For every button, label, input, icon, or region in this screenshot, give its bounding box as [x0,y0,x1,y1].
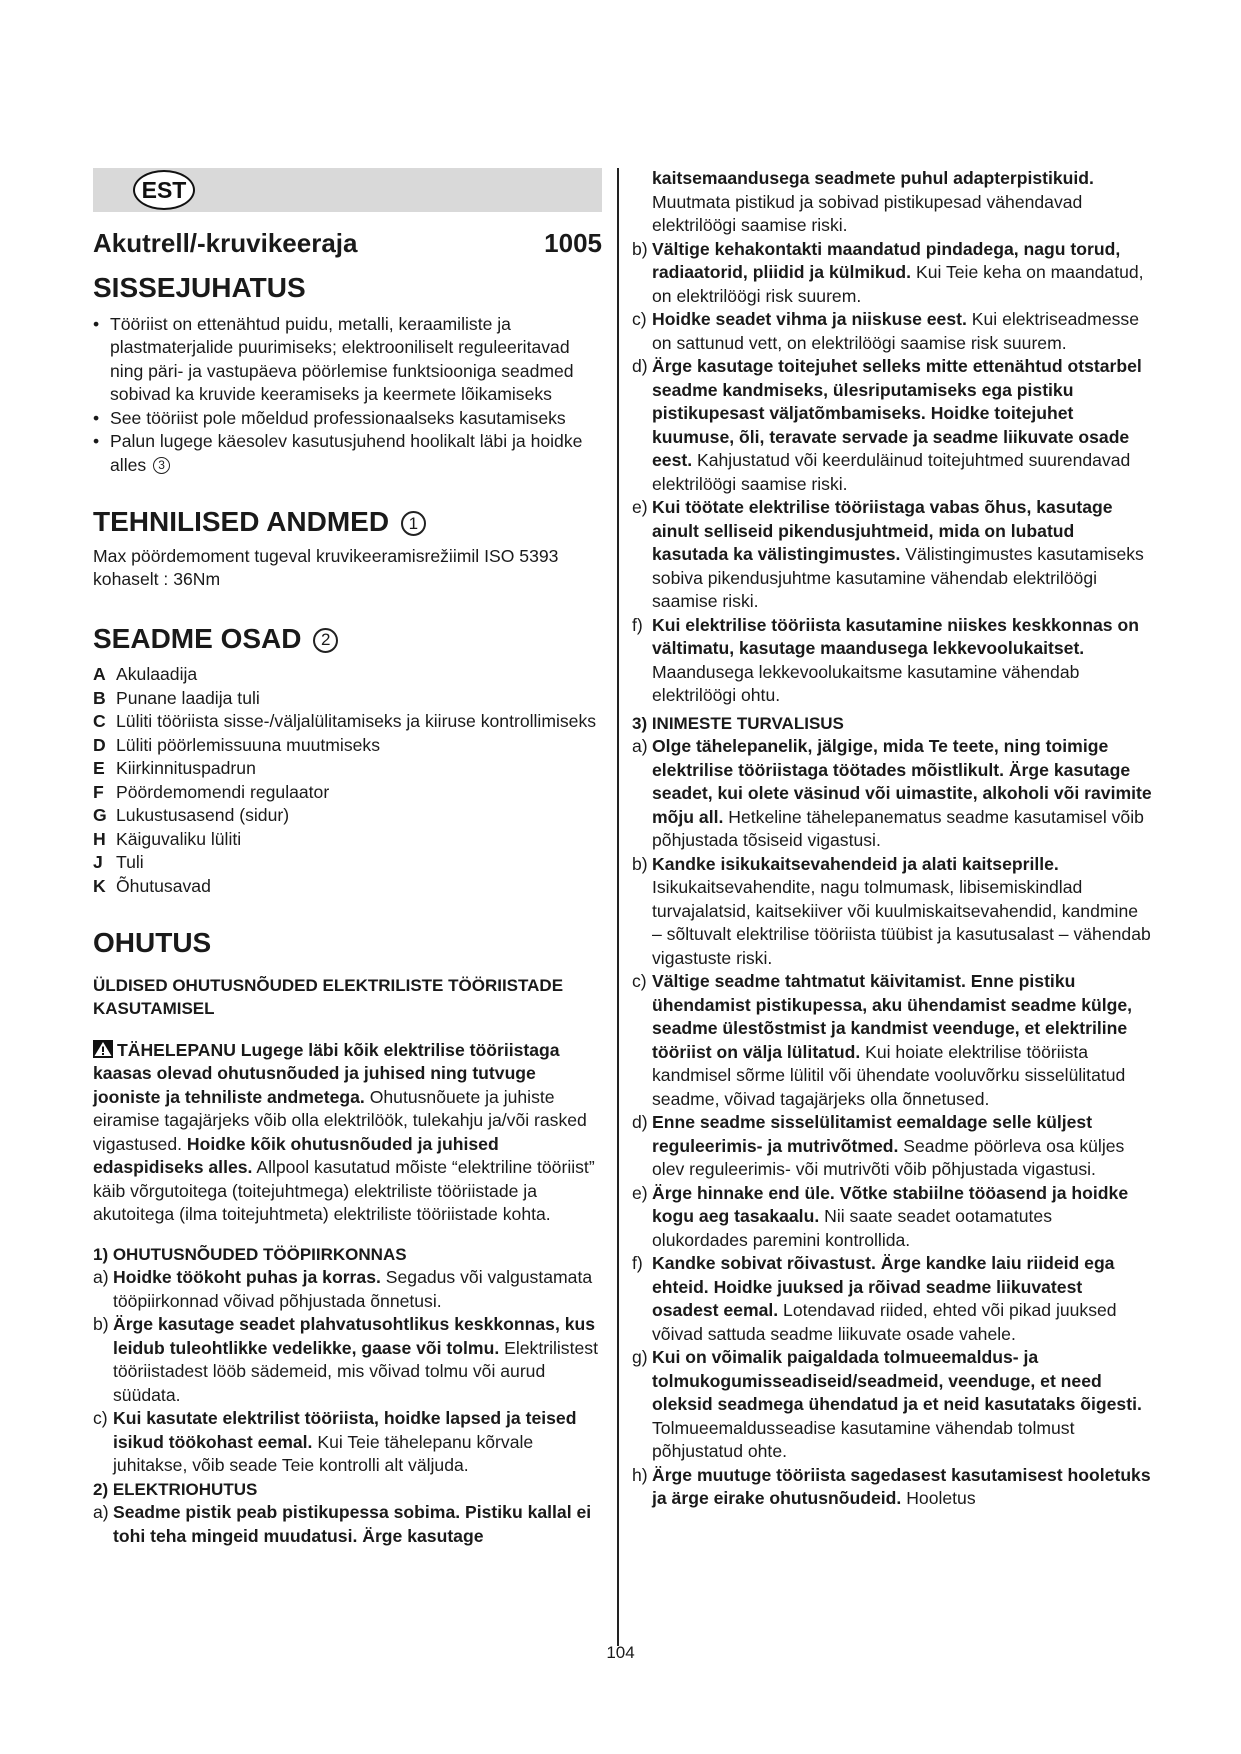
list-item: C Lüliti tööriista sisse-/väljalülitamiseks ja kiiruse kontrollimiseks [93,711,597,732]
list-item: kaitsemaandusega seadmete puhul adapterpistikuid. Muutmata pistikud ja sobivad pistikupesad vähendavad elektrilöögi saamise riski. [652,168,1094,235]
figure-ref-badge: 3 [153,457,170,474]
figure-ref-badge: 1 [401,511,426,536]
list-item: e) Kui töötate elektrilise tööriistaga vabas õhus, kasutage ainult selliseid pikendusjuhtmeid, mida on lubatud kasutada ka välistingimustes. Välistingimustes kasutamiseks sobiva pikendusjuhtme kasutamine vähendab elektrilöögi saamise riski. [632,497,1144,611]
warning-paragraph: TÄHELEPANU Lugege läbi kõik elektrilise tööriistaga kaasas olevad ohutusnõuded ja juhised ning tutvuge jooniste ja tehniliste andmetega. Ohutusnõuete ja juhiste eiramise tagajärjeks võib olla elektrilöök, tulekahju ja/või rasked vigastused. Hoidke kõik ohutusnõuded ja juhised edaspidiseks alles. Allpool kasutatud mõiste “elektriline tööriist” käib võrgutoitega (toitejuhtmega) elektriliste tööriistade ja akutoitega (ilma toitejuhtmeta) elektriliste tööriistade kohta. [93,1039,595,1225]
parts-list [93,663,602,898]
list-item: a) Olge tähelepanelik, jälgige, mida Te teete, ning toimige elektrilise tööriistaga töötades mõistlikult. Ärge kasutage seadet, kui olete väsinud või uimastite, alkoholi või ravimite mõju all. Hetkeline tähelepanematus seadme kasutamisel võib põhjustada tõsiseid vigastusi. [632,736,1152,850]
left-column [93,168,602,1548]
list-item: b) Vältige kehakontakti maandatud pindadega, nagu torud, radiaatorid, pliidid ja külmikud. Kui Teie keha on maandatud, on elektrilöögi risk suurem. [632,238,1144,306]
title-row [93,228,602,259]
tech-heading: TEHNILISED ANDMED 1 [93,505,602,539]
list-item: d) Ärge kasutage toitejuhet selleks mitte ettenähtud otstarbel seadme kandmiseks, ülesriputamiseks ega pistiku pistikupesast väljatõmbamiseks. Hoidke toitejuhet kuumuse, õli, teravate servade ja seadme liikuvate osade eest. Kahjustatud või keerduläinud toitejuhtmed suurendavad elektrilöögi saamise riski. [632,356,1142,494]
list-item: c) Hoidke seadet vihma ja niiskuse eest. Kui elektriseadmesse on sattunud vett, on elektrilöögi saamise risk suurem. [632,309,1139,353]
intro-list [93,313,602,478]
list-item: H Käiguvaliku lüliti [93,828,242,849]
tech-text: Max pöördemoment tugeval kruvikeeramisrežiimil ISO 5393 kohaselt : 36Nm [93,545,559,590]
parts-heading: SEADME OSAD 2 [93,622,602,656]
product-title: Akutrell/-kruvikeeraja [93,228,358,258]
list-item: d) Enne seadme sisselülitamist eemaldage selle küljest reguleerimis- ja mutrivõtmed. Seadme pöörleva osa küljes olev reguleerimis- või mutrivõti võib põhjustada vigastusi. [632,1112,1125,1179]
section-heading: 1) OHUTUSNÕUDED TÖÖPIIRKONNAS [93,1244,407,1264]
list-item: e) Ärge hinnake end üle. Võtke stabiilne tööasend ja hoidke kogu aeg tasakaalu. Nii saate seadet ootamatutes olukordades paremini kontrollida. [632,1182,1129,1250]
language-badge: EST [133,170,195,210]
list-item: • Palun lugege käesolev kasutusjuhend hoolikalt läbi ja hoidke alles 3 [93,431,583,475]
list-item: B Punane laadija tuli [93,687,260,708]
list-item: a) Hoidke töökoht puhas ja korras. Segadus või valgustamata tööpiirkonnad võivad põhjustada õnnetusi. [93,1267,593,1311]
column-divider [617,168,619,1646]
list-item: f) Kui elektrilise tööriista kasutamine niiskes keskkonnas on vältimatu, kasutage maandusega lekkevoolukaitset. Maandusega lekkevoolukaitsme kasutamine vähendab elektrilöögi ohtu. [632,614,1139,705]
list-item: b) Ärge kasutage seadet plahvatusohtlikus keskkonnas, kus leidub tuleohtlikke vedelikke, gaase või tolmu. Elektrilistest tööriistadest lööb sädemeid, mis võivad tolmu või aurud süüdata. [93,1314,598,1405]
list-item: D Lüliti pöörlemissuuna muutmiseks [93,734,381,755]
safety-heading: OHUTUS [93,927,212,959]
model-number: 1005 [544,228,602,258]
list-item: E Kiirkinnituspadrun [93,758,256,779]
list-item: f) Kandke sobivat rõivastust. Ärge kandke laiu riideid ega ehteid. Hoidke juuksed ja rõivad seadme liikuvatest osadest eemal. Lotendavad riided, ehted või pikad juuksed võivad sattuda seadme liikuvate osade vahele. [632,1253,1117,1344]
list-item: G Lukustusasend (sidur) [93,805,290,826]
list-item: • See tööriist pole mõeldud professionaalseks kasutamiseks [93,407,566,428]
list-item: F Pöördemomendi regulaator [93,781,330,802]
right-column [632,167,1152,1511]
list-item: g) Kui on võimalik paigaldada tolmueemaldus- ja tolmukogumisseadiseid/seadmeid, veenduge, et need oleksid seadmega ühendatud ja et neid kasutataks õigesti. Tolmueemaldusseadise kasutamine vähendab tolmust põhjustatud ohte. [632,1347,1142,1461]
list-item: • Tööriist on ettenähtud puidu, metalli, keraamiliste ja plastmaterjalide puurimiseks; elektrooniliselt reguleeritavad ning päri- ja vastupäeva pöörlemise funktsiooniga seadmed sobivad ka kruvide keeramiseks ja keermete lõikamiseks [93,313,574,405]
list-item: c) Kui kasutate elektrilist tööriista, hoidke lapsed ja teised isikud töökohast eemal. Kui Teie tähelepanu kõrvale juhitakse, võib seade Teie kontrolli alt väljuda. [93,1408,577,1476]
intro-heading: SISSEJUHATUS [93,272,306,303]
figure-ref-badge: 2 [313,628,338,653]
list-item: J Tuli [93,852,144,873]
list-item: a) Seadme pistik peab pistikupessa sobima. Pistiku kallal ei tohi teha mingeid muudatusi. Ärge kasutage [93,1502,592,1546]
list-item: b) Kandke isikukaitsevahendeid ja alati kaitseprille. Isikukaitsevahendite, nagu tolmumask, libisemiskindlad turvajalatsid, kaitsekiiver või kuulmiskaitsevahendid, kandmine – sõltuvalt elektrilise tööriista tüübist ja kasutusalast – vähendab vigastuste riski. [632,853,1151,968]
section-heading: 2) ELEKTRIOHUTUS [93,1479,258,1499]
list-item: K Õhutusavad [93,875,211,896]
section-heading: 3) INIMESTE TURVALISUS [632,713,844,733]
list-item: c) Vältige seadme tahtmatut käivitamist. Enne pistiku ühendamist pistikupessa, aku ühendamist seadme külge, seadme ülestõstmist ja kandmist veenduge, et elektriline tööriist on välja lülitatud. Kui hoiate elektrilise tööriista kandmisel sõrme lülitil või ühendate vooluvõrku sisselülitatud seadme, võivad tagajärjeks olla õnnetused. [632,971,1133,1109]
page-number: 104 [606,1643,635,1662]
list-item: A Akulaadija [93,664,198,685]
list-item: h) Ärge muutuge tööriista sagedasest kasutamisest hooletuks ja ärge eirake ohutusnõudeid. Hooletus [632,1464,1151,1508]
safety-subheading: ÜLDISED OHUTUSNÕUDED ELEKTRILISTE TÖÖRIISTADE KASUTAMISEL [93,975,564,1019]
warning-icon [93,1040,113,1058]
language-bar [93,168,602,212]
